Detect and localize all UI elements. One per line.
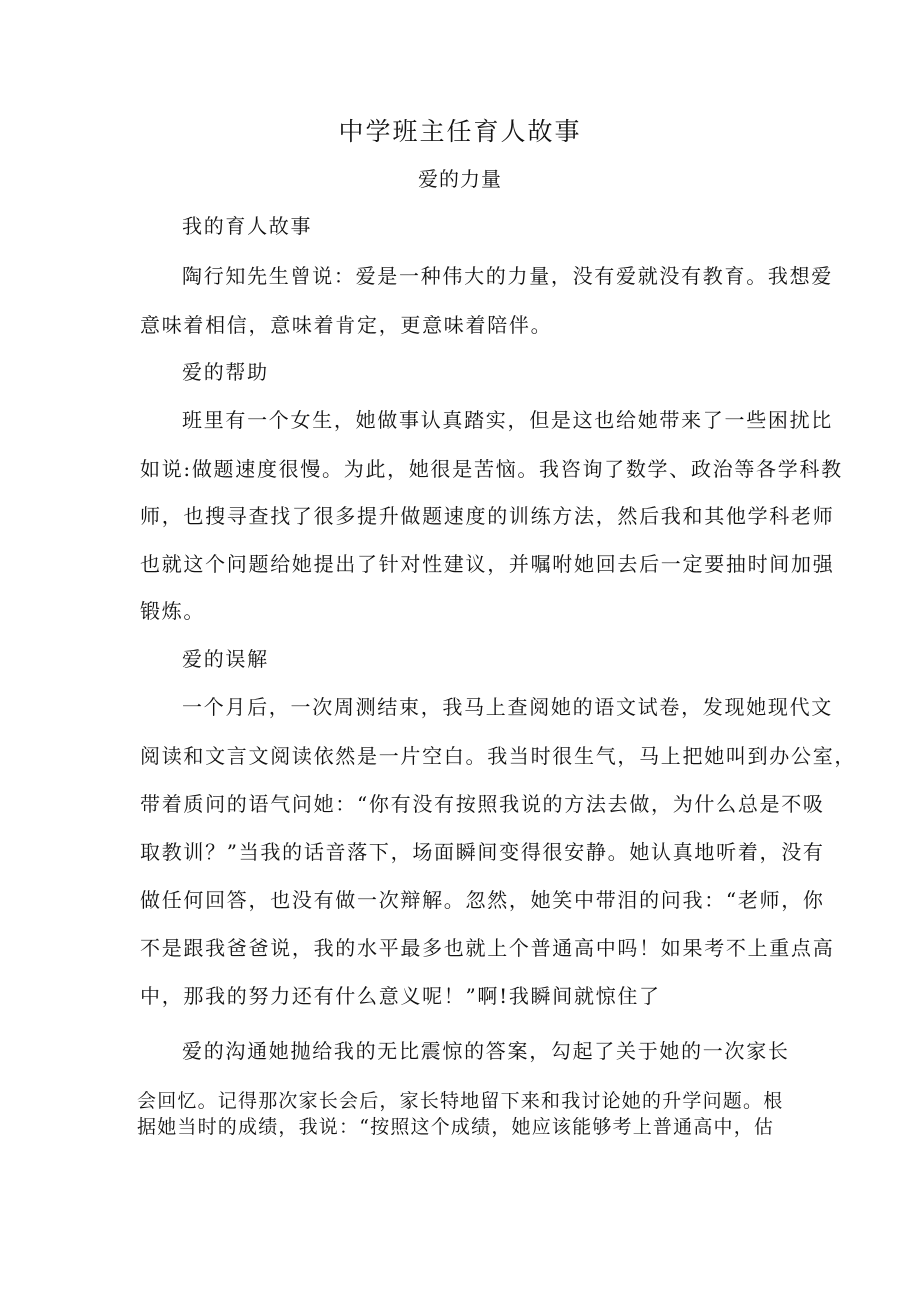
paragraph-line: 陶行知先生曾说：爱是一种伟大的力量，没有爱就没有教育。我想爱: [182, 264, 833, 288]
paragraph-line: 不是跟我爸爸说，我的水平最多也就上个普通高中吗！如果考不上重点高: [140, 936, 835, 960]
paragraph-line: 中，那我的努力还有什么意义呢！”啊!我瞬间就惊住了: [140, 984, 661, 1008]
paragraph-line: 一个月后，一次周测结束，我马上查阅她的语文试卷，发现她现代文: [182, 695, 833, 719]
paragraph-line: 带着质问的语气问她：“你有没有按照我说的方法去做，为什么总是不吸: [140, 792, 825, 816]
section-heading: 爱的误解: [182, 647, 269, 671]
paragraph-line: 爱的沟通她抛给我的无比震惊的答案，勾起了关于她的一次家长: [182, 1039, 790, 1063]
paragraph-line: 如说:做题速度很慢。为此，她很是苦恼。我咨询了数学、政治等各学科教: [140, 457, 843, 481]
paragraph-line: 阅读和文言文阅读依然是一片空白。我当时很生气，马上把她叫到办公室，: [140, 744, 857, 768]
section-heading: 爱的帮助: [182, 360, 269, 384]
paragraph-line: 锻炼。: [140, 599, 206, 623]
paragraph-line: 班里有一个女生，她做事认真踏实，但是这也给她带来了一些困扰比: [182, 408, 833, 432]
section-heading: 我的育人故事: [182, 214, 313, 238]
paragraph-line: 也就这个问题给她提出了针对性建议，并嘱咐她回去后一定要抽时间加强: [140, 552, 835, 576]
paragraph-line: 会回忆。记得那次家长会后，家长特地留下来和我讨论她的升学问题。根: [137, 1090, 784, 1112]
paragraph-line: 据她当时的成绩，我说：“按照这个成绩，她应该能够考上普通高中，估: [137, 1116, 775, 1138]
document-subtitle: 爱的力量: [418, 167, 502, 191]
paragraph-line: 做任何回答，也没有做一次辩解。忽然，她笑中带泪的问我：“老师，你: [140, 888, 825, 912]
document-title: 中学班主任育人故事: [338, 117, 582, 146]
paragraph-line: 意味着相信，意味着肯定，更意味着陪伴。: [140, 313, 553, 337]
paragraph-line: 取教训？”当我的话音落下，场面瞬间变得很安静。她认真地听着，没有: [140, 840, 825, 864]
paragraph-line: 师，也搜寻查找了很多提升做题速度的训练方法，然后我和其他学科老师: [140, 504, 835, 528]
